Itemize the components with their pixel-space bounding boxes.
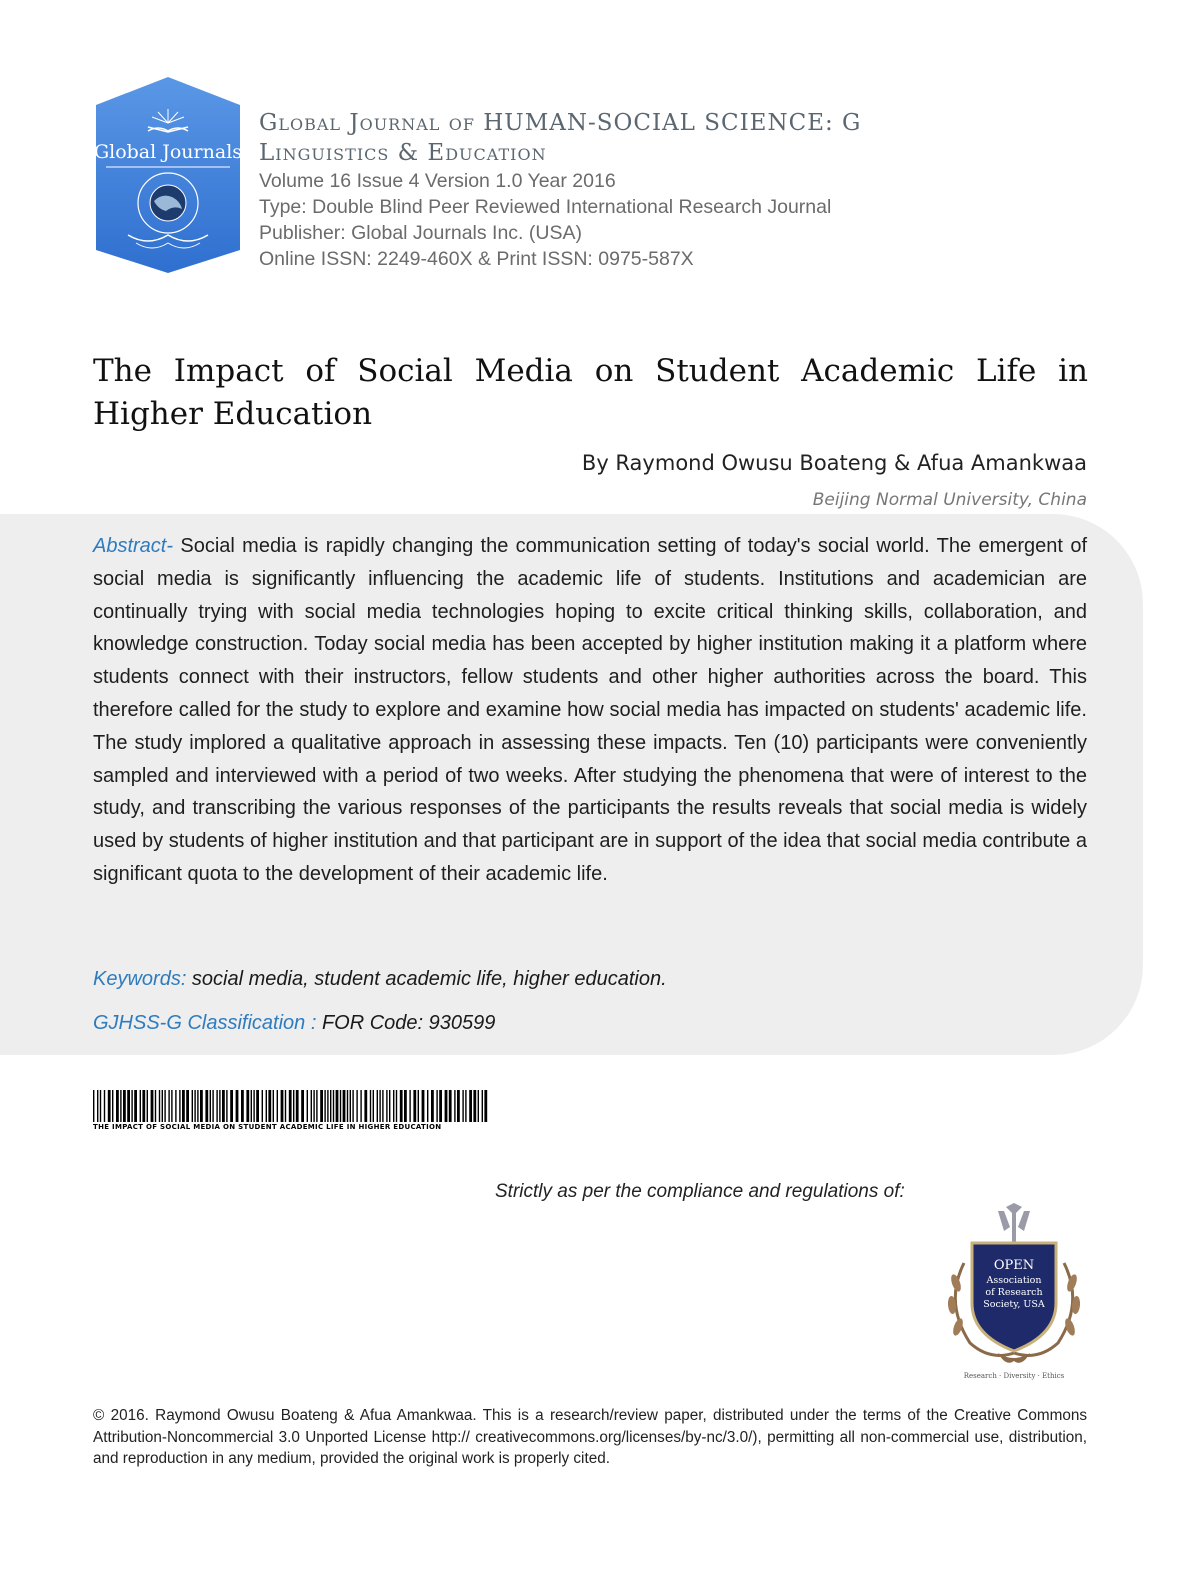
barcode-bar [301,1090,304,1122]
barcode-bar [151,1090,154,1122]
barcode-bar [360,1090,361,1122]
barcode-bar [219,1090,220,1122]
barcode-bar [142,1090,145,1122]
barcode-bar [268,1090,271,1122]
barcode-bar [197,1090,198,1122]
barcode-bar [478,1090,479,1122]
barcode-bar [356,1090,357,1122]
seal-line-3: of Research [985,1287,1043,1298]
barcode-bar [205,1090,208,1122]
seal-line-1: OPEN [993,1258,1035,1273]
barcode-bar [313,1090,314,1122]
authors: By Raymond Owusu Boateng & Afua Amankwaa [581,451,1087,475]
barcode-bar [168,1090,169,1122]
barcode-bar [418,1090,419,1122]
classification-text: FOR Code: 930599 [316,1012,496,1034]
barcode-bar [127,1090,130,1122]
seal-line-4: Society, USA [983,1299,1045,1310]
barcode-bar [377,1090,378,1122]
barcode-bar [465,1090,466,1122]
journal-section: Linguistics & Education [259,140,547,166]
barcode-bar [320,1090,323,1122]
barcode-bar [140,1090,141,1122]
barcode-bar [93,1090,94,1122]
logo-text: Global Journals [93,141,243,163]
journal-info [259,108,1019,272]
barcode-bar [454,1090,455,1122]
barcode-bar [134,1090,137,1122]
barcode-bar [382,1090,383,1122]
barcode-bar [216,1090,217,1122]
keywords-text: social media, student academic life, higher education. [186,968,667,990]
barcode-bar [131,1090,132,1122]
barcode-bar [404,1090,407,1122]
barcode-bar [307,1090,308,1122]
barcode-bar [159,1090,160,1122]
barcode-bar [273,1090,274,1122]
barcode-bar [327,1090,328,1122]
barcode-bar [484,1090,487,1122]
classification-label: GJHSS-G Classification : [93,1012,317,1034]
barcode-bar [171,1090,172,1122]
barcode-bar [266,1090,267,1122]
barcode-bar [162,1090,163,1122]
barcode-bar [379,1090,380,1122]
abstract [93,530,1087,891]
barcode-bar [427,1090,428,1122]
barcode-bar [241,1090,244,1122]
barcode-bar [431,1090,434,1122]
barcode-bar [389,1090,390,1122]
barcode-bar [253,1090,254,1122]
paper-title: The Impact of Social Media on Student Academic Life in Higher Education [93,353,1088,432]
barcode-bar [246,1090,249,1122]
barcode-bar [422,1090,425,1122]
barcode-bar [192,1090,193,1122]
barcode-bar [285,1090,286,1122]
barcode-bar [100,1090,101,1122]
barcode-caption: THE IMPACT OF SOCIAL MEDIA ON STUDENT ACADEMIC LIFE IN HIGHER EDUCATION [93,1123,442,1131]
barcode-bar [462,1090,463,1122]
barcode-bar [336,1090,339,1122]
barcode-bar [262,1090,263,1122]
barcode-bar [120,1090,121,1122]
barcode-bar [112,1090,113,1122]
seal-line-2: Association [986,1275,1042,1286]
barcode-bar [186,1090,189,1122]
barcode-bar [457,1090,460,1122]
barcode-bar [311,1090,312,1122]
barcode-bar [473,1090,476,1122]
barcode-bar [439,1090,442,1122]
abstract-body: Social media is rapidly changing the communication setting of today's social world. The emergent of social media is significantly influencing the academic life of students. Institutions and academician are continually trying with social media technologies hoping to excite critical thinking skills, collaboration, and knowledge construction. Today social media has been accepted by higher institution making it a platform where students connect with their instructors, fellow students and other higher authorities across the board. This therefore called for the study to explore and examine how social media has impacted on students' academic life. The study implored a qualitative approach in assessing these impacts. Ten (10) participants were conveniently sampled and interviewed with a period of two weeks. After studying the phenomena that were of interest to the study, and transcribing the various responses of the participants the results reveals that social media is widely used by students of higher institution and that participant are in support of the idea that social media contribute a significant quota to the development of their academic life. [93,535,1087,885]
barcode-bar [97,1090,98,1122]
barcode-bar [436,1090,437,1122]
barcode-bar [123,1090,126,1122]
barcode-bar [222,1090,225,1122]
barcode-bar [400,1090,403,1122]
barcode-bar [449,1090,452,1122]
barcode-bar [482,1090,483,1122]
affiliation: Beijing Normal University, China [812,490,1087,510]
barcode-bar [175,1090,176,1122]
barcode-bar [236,1090,239,1122]
barcode-bar [155,1090,156,1122]
barcode-bar [293,1090,294,1122]
barcode-bar [393,1090,394,1122]
barcode-bar [330,1090,331,1122]
classification [93,1012,495,1035]
barcode-bar [316,1090,317,1122]
barcode-bar [324,1090,325,1122]
barcode-bar [347,1090,348,1122]
barcode-bar [409,1090,410,1122]
journal-type: Type: Double Blind Peer Reviewed International Research Journal [259,196,832,218]
barcode-bar [256,1090,259,1122]
barcode-bar [343,1090,346,1122]
barcode-bar [182,1090,185,1122]
barcode-bar [116,1090,119,1122]
volume-info: Volume 16 Issue 4 Version 1.0 Year 2016 [259,170,616,192]
barcode-bar [194,1090,195,1122]
publisher: Publisher: Global Journals Inc. (USA) [259,222,582,244]
barcode-bar [396,1090,397,1122]
barcode-bar [277,1090,278,1122]
barcode-bar [352,1090,353,1122]
barcode-bar [469,1090,472,1122]
barcode-bar [340,1090,341,1122]
barcode-bar [350,1090,351,1122]
barcode-bar [179,1090,180,1122]
barcode-bar [386,1090,387,1122]
barcode-bar [373,1090,374,1122]
barcode-bar [251,1090,252,1122]
barcode-bar [147,1090,148,1122]
barcode-bar [333,1090,334,1122]
barcode-bar [445,1090,448,1122]
barcode-bar [364,1090,367,1122]
journal-title: Global Journal of HUMAN-SOCIAL SCIENCE: G [259,110,862,136]
compliance-text: Strictly as per the compliance and regulations of: [495,1181,905,1202]
oars-seal-logo [940,1203,1088,1381]
barcode-bar [281,1090,284,1122]
keywords-label: Keywords: [93,968,187,990]
issn: Online ISSN: 2249-460X & Print ISSN: 0975-587X [259,248,694,270]
abstract-label: Abstract- [93,535,174,557]
barcode-bar [108,1090,111,1122]
global-journals-logo [92,75,244,275]
seal-motto: Research · Diversity · Ethics [963,1372,1065,1380]
barcode-bar [212,1090,213,1122]
keywords [93,968,667,991]
barcode-bar [296,1090,299,1122]
barcode-bar [413,1090,416,1122]
barcode-bar [210,1090,211,1122]
license-notice: © 2016. Raymond Owusu Boateng & Afua Amankwaa. This is a research/review paper, distributed under the terms of the Creative Commons Attribution-Noncommercial 3.0 Unported License http:// creativecommons.org/licenses/by-nc/3.0/), permitting all non-commercial use, distribution, and reproduction in any medium, provided the original work is properly cited. [93,1407,1087,1467]
barcode-bar [289,1090,292,1122]
barcode-bar [370,1090,371,1122]
barcode-bar [200,1090,203,1122]
barcode-bar [230,1090,233,1122]
barcode-bar [226,1090,227,1122]
barcode-bar [164,1090,165,1122]
barcode-bar [104,1090,105,1122]
